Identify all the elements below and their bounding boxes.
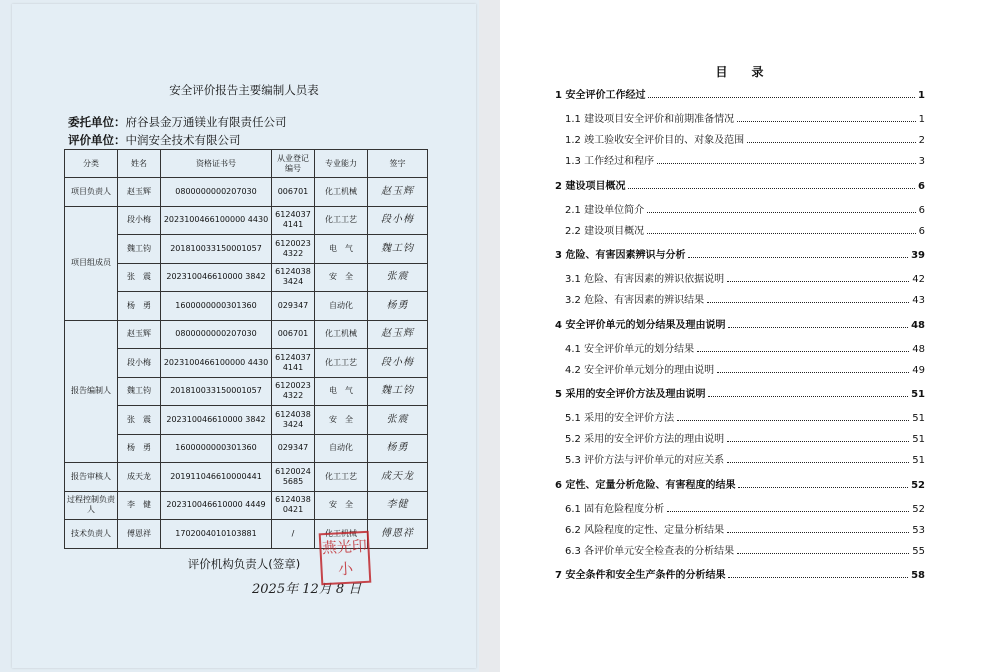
table-row bbox=[65, 520, 428, 549]
toc-chapter-entry[interactable] bbox=[555, 477, 925, 491]
registration-number-cell: / bbox=[272, 520, 315, 549]
table-row bbox=[65, 377, 428, 406]
toc-chapter-entry[interactable] bbox=[555, 567, 925, 581]
category-cell: 项目负责人 bbox=[65, 178, 118, 207]
toc-entry-page: 42 bbox=[912, 274, 925, 285]
toc-entry-page: 1 bbox=[918, 114, 925, 125]
table-header-row bbox=[65, 150, 428, 178]
specialty-cell: 化工工艺 bbox=[315, 349, 368, 378]
toc-entry-page: 51 bbox=[911, 389, 925, 400]
cert-number-cell: 2023100466100000 4430 bbox=[161, 349, 272, 378]
specialty-cell: 化工工艺 bbox=[315, 463, 368, 492]
client-line bbox=[68, 114, 287, 130]
signature-cell: 杨勇 bbox=[368, 434, 428, 463]
toc-entry-page: 51 bbox=[912, 413, 925, 424]
name-cell: 张 震 bbox=[118, 406, 161, 435]
toc-entry-title: 6 定性、定量分析危险、有害程度的结果 bbox=[555, 479, 736, 491]
toc-section-entry[interactable] bbox=[565, 271, 925, 285]
registration-number-cell: 6120023 4322 bbox=[272, 235, 315, 264]
cert-number-cell: 1600000000301360 bbox=[161, 434, 272, 463]
header-signature: 签字 bbox=[368, 150, 428, 178]
toc-section-entry[interactable] bbox=[565, 292, 925, 306]
category-cell: 报告审核人 bbox=[65, 463, 118, 492]
cert-number-cell: 202310046610000 3842 bbox=[161, 263, 272, 292]
toc-section-entry[interactable] bbox=[565, 410, 925, 424]
registration-number-cell: 6124038 0421 bbox=[272, 491, 315, 520]
registration-number-cell: 6124038 3424 bbox=[272, 406, 315, 435]
table-row bbox=[65, 263, 428, 292]
toc-entry-title: 1.2 竣工验收安全评价目的、对象及范围 bbox=[565, 135, 745, 146]
toc-entry-page: 3 bbox=[918, 156, 925, 167]
cert-number-cell: 0800000000207030 bbox=[161, 320, 272, 349]
name-cell: 魏工钧 bbox=[118, 235, 161, 264]
toc-entry-page: 6 bbox=[918, 225, 925, 237]
cert-number-cell: 1600000000301360 bbox=[161, 292, 272, 321]
name-cell: 魏工钧 bbox=[118, 377, 161, 406]
toc-section-entry[interactable] bbox=[565, 522, 925, 536]
name-cell: 段小梅 bbox=[118, 206, 161, 235]
specialty-cell: 安 全 bbox=[315, 491, 368, 520]
toc-entry-page: 43 bbox=[912, 295, 925, 306]
signature-cell: 魏工钧 bbox=[368, 377, 428, 406]
name-cell: 杨 勇 bbox=[118, 292, 161, 321]
toc-entry-title: 7 安全条件和安全生产条件的分析结果 bbox=[555, 570, 726, 581]
header-cert: 资格证书号 bbox=[161, 150, 272, 178]
toc-dot-leader bbox=[697, 351, 909, 352]
specialty-cell: 化工机械 bbox=[315, 520, 368, 549]
toc-entry-page: 39 bbox=[911, 250, 925, 261]
toc-entry-title: 5 采用的安全评价方法及理由说明 bbox=[555, 389, 706, 400]
toc-entry-title: 2.2 建设项目概况 bbox=[565, 225, 645, 237]
registration-number-cell: 029347 bbox=[272, 434, 315, 463]
cert-number-cell: 201911046610000441 bbox=[161, 463, 272, 492]
specialty-cell: 电 气 bbox=[315, 377, 368, 406]
header-name: 姓名 bbox=[118, 150, 161, 178]
toc-chapter-entry[interactable] bbox=[555, 317, 925, 331]
toc-entry-title: 5.3 评价方法与评价单元的对应关系 bbox=[565, 455, 725, 466]
toc-entry-page: 51 bbox=[912, 434, 925, 445]
toc-section-entry[interactable] bbox=[565, 501, 925, 515]
category-cell: 过程控制负责人 bbox=[65, 491, 118, 520]
name-cell: 成天龙 bbox=[118, 463, 161, 492]
toc-entry-title: 3 危险、有害因素辨识与分析 bbox=[555, 250, 686, 261]
toc-entry-page: 52 bbox=[911, 479, 925, 491]
specialty-cell: 化工工艺 bbox=[315, 206, 368, 235]
toc-section-entry[interactable] bbox=[565, 341, 925, 355]
staff-table-title: 安全评价报告主要编制人员表 bbox=[169, 83, 319, 97]
toc-entry-title: 5.2 采用的安全评价方法的理由说明 bbox=[565, 434, 725, 445]
registration-number-cell: 006701 bbox=[272, 320, 315, 349]
signature-cell: 段小梅 bbox=[368, 206, 428, 235]
toc-section-entry[interactable] bbox=[565, 362, 925, 376]
toc-section-entry[interactable] bbox=[565, 202, 925, 216]
toc-entry-page: 49 bbox=[912, 364, 925, 376]
specialty-cell: 安 全 bbox=[315, 406, 368, 435]
toc-entry-title: 6.1 固有危险程度分析 bbox=[565, 503, 665, 515]
table-row bbox=[65, 434, 428, 463]
table-row bbox=[65, 206, 428, 235]
toc-entry-title: 3.2 危险、有害因素的辨识结果 bbox=[565, 295, 705, 306]
toc-entry-page: 1 bbox=[918, 90, 925, 101]
signature-cell: 段小梅 bbox=[368, 349, 428, 378]
toc-dot-leader bbox=[667, 511, 909, 512]
evaluator-label: 评价单位： bbox=[68, 133, 126, 147]
toc-entry-page: 6 bbox=[918, 204, 925, 216]
toc-entry-page: 6 bbox=[918, 180, 925, 192]
toc-section-entry[interactable] bbox=[565, 431, 925, 445]
toc-entry-title: 1.3 工作经过和程序 bbox=[565, 156, 655, 167]
header-spec: 专业能力 bbox=[315, 150, 368, 178]
toc-dot-leader bbox=[737, 553, 909, 554]
toc-dot-leader bbox=[677, 420, 909, 421]
toc-section-entry[interactable] bbox=[565, 153, 925, 167]
registration-number-cell: 029347 bbox=[272, 292, 315, 321]
toc-dot-leader bbox=[707, 302, 909, 303]
registration-number-cell: 6120024 5685 bbox=[272, 463, 315, 492]
toc-entry-page: 53 bbox=[912, 524, 925, 536]
category-cell: 报告编制人 bbox=[65, 320, 118, 463]
evaluator-value: 中润安全技术有限公司 bbox=[125, 133, 241, 147]
header-reg: 从业登记编号 bbox=[272, 150, 315, 178]
toc-entry-page: 52 bbox=[912, 503, 925, 515]
cert-number-cell: 0800000000207030 bbox=[161, 178, 272, 207]
toc-title: 目 录 bbox=[715, 65, 770, 79]
toc-chapter-entry[interactable] bbox=[555, 178, 925, 192]
table-row bbox=[65, 292, 428, 321]
toc-dot-leader bbox=[628, 188, 915, 189]
signature-cell: 赵玉辉 bbox=[368, 178, 428, 207]
toc-entry-page: 51 bbox=[912, 455, 925, 466]
toc-dot-leader bbox=[648, 97, 915, 98]
registration-number-cell: 6124038 3424 bbox=[272, 263, 315, 292]
category-cell: 技术负责人 bbox=[65, 520, 118, 549]
toc-entry-page: 55 bbox=[912, 545, 925, 557]
specialty-cell: 安 全 bbox=[315, 263, 368, 292]
toc-dot-leader bbox=[738, 487, 908, 488]
signature-cell: 赵玉辉 bbox=[368, 320, 428, 349]
cert-number-cell: 1702004010103881 bbox=[161, 520, 272, 549]
red-seal-stamp bbox=[319, 531, 372, 586]
toc-entry-page: 58 bbox=[911, 570, 925, 581]
toc-entry-page: 48 bbox=[911, 319, 925, 331]
handwritten-date: 2025年 12月 8 日 bbox=[252, 582, 362, 597]
specialty-cell: 电 气 bbox=[315, 235, 368, 264]
page-gutter bbox=[479, 0, 500, 672]
left-document-pane bbox=[0, 0, 479, 672]
table-row bbox=[65, 320, 428, 349]
table-row bbox=[65, 406, 428, 435]
toc-entry-title: 5.1 采用的安全评价方法 bbox=[565, 413, 675, 424]
seal-text: 燕光印小 bbox=[321, 536, 368, 579]
toc-dot-leader bbox=[737, 121, 916, 122]
registration-number-cell: 006701 bbox=[272, 178, 315, 207]
signature-cell: 成天龙 bbox=[368, 463, 428, 492]
header-category: 分类 bbox=[65, 150, 118, 178]
toc-dot-leader bbox=[708, 396, 908, 397]
name-cell: 李 健 bbox=[118, 491, 161, 520]
name-cell: 赵玉辉 bbox=[118, 320, 161, 349]
evaluator-line bbox=[68, 132, 241, 148]
toc-dot-leader bbox=[657, 163, 916, 164]
staff-list-page bbox=[12, 4, 476, 668]
table-row bbox=[65, 463, 428, 492]
client-value: 府谷县金万通镁业有限责任公司 bbox=[125, 115, 287, 129]
name-cell: 赵玉辉 bbox=[118, 178, 161, 207]
signature-cell: 李健 bbox=[368, 491, 428, 520]
name-cell: 杨 勇 bbox=[118, 434, 161, 463]
toc-dot-leader bbox=[688, 257, 908, 258]
table-row bbox=[65, 235, 428, 264]
specialty-cell: 自动化 bbox=[315, 292, 368, 321]
toc-entry-title: 3.1 危险、有害因素的辨识依据说明 bbox=[565, 274, 725, 285]
toc-entry-title: 2 建设项目概况 bbox=[555, 180, 626, 192]
toc-dot-leader bbox=[647, 233, 916, 234]
toc-entry-title: 1 安全评价工作经过 bbox=[555, 90, 646, 101]
table-row bbox=[65, 178, 428, 207]
staff-table bbox=[64, 149, 428, 549]
specialty-cell: 化工机械 bbox=[315, 320, 368, 349]
toc-section-entry[interactable] bbox=[565, 132, 925, 146]
toc-chapter-entry[interactable] bbox=[555, 87, 925, 101]
toc-section-entry[interactable] bbox=[565, 543, 925, 557]
toc-entry-page: 48 bbox=[912, 343, 925, 355]
signature-cell: 傅恩祥 bbox=[368, 520, 428, 549]
registration-number-cell: 6120023 4322 bbox=[272, 377, 315, 406]
toc-dot-leader bbox=[727, 532, 909, 533]
signature-cell: 魏工钧 bbox=[368, 235, 428, 264]
registration-number-cell: 6124037 4141 bbox=[272, 206, 315, 235]
toc-entry-title: 2.1 建设单位简介 bbox=[565, 204, 645, 216]
name-cell: 傅恩祥 bbox=[118, 520, 161, 549]
cert-number-cell: 201810033150001057 bbox=[161, 235, 272, 264]
client-label: 委托单位： bbox=[68, 115, 126, 129]
toc-dot-leader bbox=[728, 577, 908, 578]
toc-entry-title: 6.2 风险程度的定性、定量分析结果 bbox=[565, 524, 725, 536]
cert-number-cell: 201810033150001057 bbox=[161, 377, 272, 406]
toc-entry-page: 2 bbox=[918, 135, 925, 146]
name-cell: 段小梅 bbox=[118, 349, 161, 378]
toc-dot-leader bbox=[727, 441, 909, 442]
cert-number-cell: 202310046610000 3842 bbox=[161, 406, 272, 435]
specialty-cell: 化工机械 bbox=[315, 178, 368, 207]
toc-section-entry[interactable] bbox=[565, 111, 925, 125]
registration-number-cell: 6124037 4141 bbox=[272, 349, 315, 378]
category-cell: 项目组成员 bbox=[65, 206, 118, 320]
signature-cell: 张震 bbox=[368, 263, 428, 292]
specialty-cell: 自动化 bbox=[315, 434, 368, 463]
table-row bbox=[65, 491, 428, 520]
table-row bbox=[65, 349, 428, 378]
toc-entry-title: 4.2 安全评价单元划分的理由说明 bbox=[565, 364, 715, 376]
cert-number-cell: 202310046610000 4449 bbox=[161, 491, 272, 520]
signoff-label: 评价机构负责人(签章) bbox=[187, 557, 301, 571]
signature-cell: 杨勇 bbox=[368, 292, 428, 321]
toc-dot-leader bbox=[717, 372, 909, 373]
toc-section-entry[interactable] bbox=[565, 452, 925, 466]
toc-chapter-entry[interactable] bbox=[555, 386, 925, 400]
toc-dot-leader bbox=[747, 142, 916, 143]
toc-chapter-entry[interactable] bbox=[555, 247, 925, 261]
toc-entry-title: 4 安全评价单元的划分结果及理由说明 bbox=[555, 319, 726, 331]
toc-entry-title: 4.1 安全评价单元的划分结果 bbox=[565, 343, 695, 355]
toc-entry-title: 6.3 各评价单元安全检查表的分析结果 bbox=[565, 545, 735, 557]
toc-dot-leader bbox=[727, 281, 909, 282]
name-cell: 张 震 bbox=[118, 263, 161, 292]
toc-section-entry[interactable] bbox=[565, 223, 925, 237]
toc-dot-leader bbox=[647, 212, 916, 213]
signature-cell: 张震 bbox=[368, 406, 428, 435]
cert-number-cell: 2023100466100000 4430 bbox=[161, 206, 272, 235]
toc-dot-leader bbox=[728, 327, 908, 328]
toc-entry-title: 1.1 建设项目安全评价和前期准备情况 bbox=[565, 114, 735, 125]
toc-dot-leader bbox=[727, 462, 909, 463]
